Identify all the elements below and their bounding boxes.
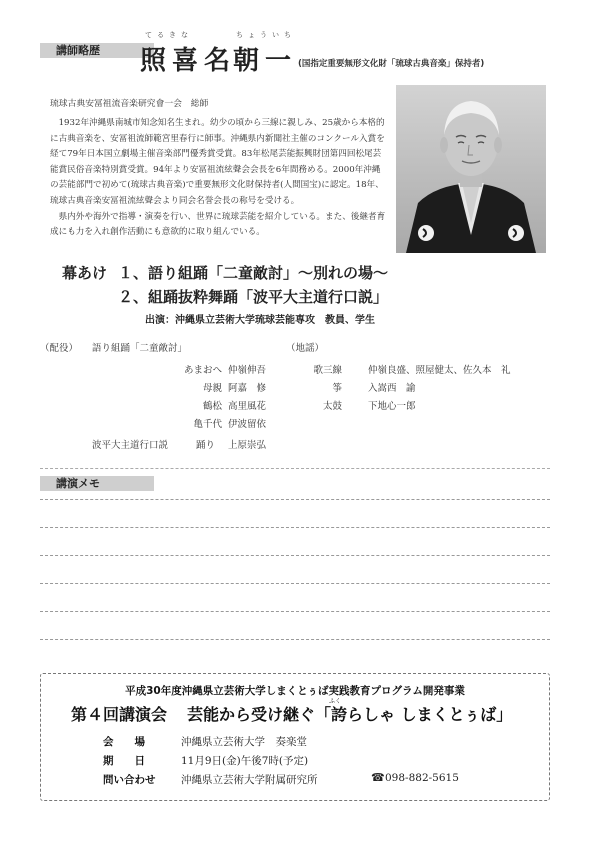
cast-performer: 高里風花 <box>228 401 267 412</box>
event-title-ruby: ふく <box>329 698 342 705</box>
play-title: 語り組踊「二童敵討」 <box>92 343 188 354</box>
jikata-part: 筝 <box>332 383 342 394</box>
date-value: 11月9日(金)午後7時(予定) <box>181 755 309 767</box>
cast-role: あまおへ <box>183 365 222 376</box>
memo-line <box>40 611 550 612</box>
name-ruby-family: てるきな <box>145 31 193 39</box>
jikata-part: 太鼓 <box>322 401 342 412</box>
phone-number[interactable]: 098-882-5615 <box>385 772 459 784</box>
jikata-part: 歌三線 <box>313 365 342 376</box>
memo-line <box>40 639 550 640</box>
cast-performer: 伊波留依 <box>228 419 267 430</box>
jikata-label: （地謡） <box>286 343 325 354</box>
project-title: 平成30年度沖縄県立芸術大学しまくとぅば実践教育プログラム開発事業 <box>125 685 465 697</box>
name-family: 照喜名 <box>140 46 237 76</box>
phone-icon: ☎ <box>371 771 385 784</box>
cast-role: 鶴松 <box>202 401 222 412</box>
opening-label: 幕あけ <box>62 264 108 282</box>
name-ruby-given: ちょういち <box>236 31 296 39</box>
contact-label: 問い合わせ <box>103 774 156 786</box>
event-info-box <box>40 673 550 801</box>
memo-divider <box>40 468 550 469</box>
event-title-prefix: 第４回講演会 <box>71 705 168 724</box>
jikata-performers: 仲嶺良盛、照屋健太、佐久本 礼 <box>368 365 511 376</box>
cast-performer: 仲嶺伸吾 <box>228 365 267 376</box>
dance-label: 踊り <box>196 440 216 451</box>
biography <box>50 116 386 241</box>
dance-title: 波平大主道行口説 <box>92 440 169 451</box>
jikata-performers: 下地心一郎 <box>368 401 416 412</box>
memo-line <box>40 555 550 556</box>
memo-line <box>40 499 550 500</box>
date-label: 期 日 <box>103 755 145 767</box>
dance-performer: 上原崇弘 <box>228 440 267 451</box>
cast-role: 亀千代 <box>193 419 222 430</box>
memo-line <box>40 583 550 584</box>
event-title: 芸能から受け継ぐ「誇らしゃ しまくとぅば」 <box>187 705 513 724</box>
program-item-1: １、語り組踊「二童敵討」〜別れの場〜 <box>118 264 389 282</box>
title-note: (国指定重要無形文化財「琉球古典音楽」保持者) <box>298 59 485 69</box>
venue-value: 沖縄県立芸術大学 奏楽堂 <box>181 736 307 748</box>
section-label-profile: 講師略歴 <box>40 43 154 58</box>
performers: 出演：沖縄県立芸術大学琉球芸能専攻 教員、学生 <box>145 315 375 326</box>
contact-value: 沖縄県立芸術大学附属研究所 <box>181 774 318 786</box>
bio-paragraph: 1932年沖縄県南城市知念知名生まれ。幼少の頃から三線に親しみ、25歳から本格的に古典音楽を、安冨祖流師範宮里春行に師事。沖縄県内新聞社主催のコンクール入賞を経て79年日本国立劇場主催音楽部門優秀賞受賞。83年松尾芸能振興財団第四回松尾芸能賞民俗音楽特別賞受賞。94年より安冨祖流絃聲会会長を6年間務める。2000年沖縄の芸能部門で初めて(琉球古典音楽)で重要無形文化財保持者(人間国宝)に認定。18年、琉球古典音楽安冨祖流絃聲会より同会名誉会長の称号を受ける。 <box>50 118 385 206</box>
jikata-performers: 入嵩西 諭 <box>368 383 416 394</box>
venue-label: 会 場 <box>103 736 145 748</box>
portrait-illustration <box>396 85 546 253</box>
program-item-2: ２、組踊抜粋舞踊「波平大主道行口説」 <box>118 288 389 306</box>
haiyaku-label: （配役） <box>40 343 79 354</box>
cast-role: 母親 <box>202 383 222 394</box>
affiliation: 琉球古典安冨祖流音楽研究會一会 総師 <box>50 99 209 109</box>
memo-line <box>40 527 550 528</box>
section-label-memo: 講演メモ <box>40 476 154 491</box>
bio-paragraph: 県内外や海外で指導・演奏を行い、世界に琉球芸能を紹介している。また、後継者育成にも力を入れ創作活動にも意欲的に取り組んでいる。 <box>50 211 386 238</box>
cast-performer: 阿嘉 修 <box>228 383 267 394</box>
name-given: 朝一 <box>233 46 298 76</box>
portrait-photo <box>396 85 546 253</box>
